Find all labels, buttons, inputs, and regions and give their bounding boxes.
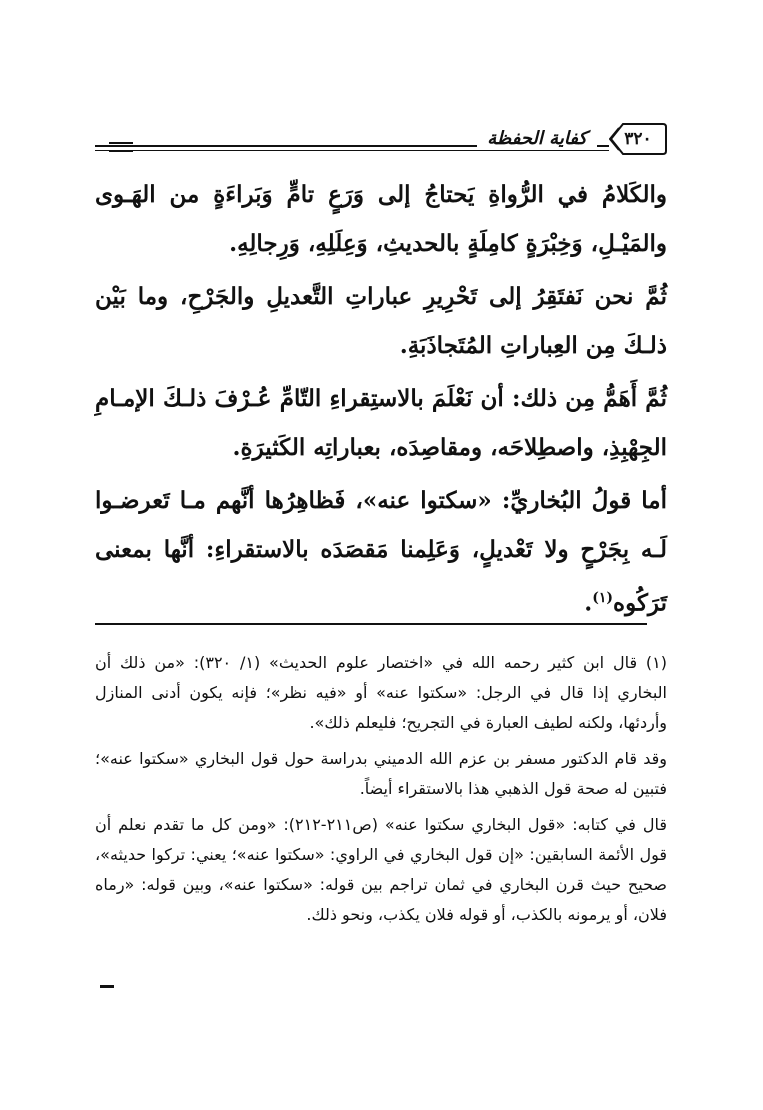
footnote-paragraph: (١) قال ابن كثير رحمه الله في «اختصار علوم الحديث» (١/ ٣٢٠): «من ذلك أن البخاري إذا قال في الرجل: «سكتوا عنه» أو «فيه نظر»؛ فإنه يكون أدنى المنازل وأردئها، ولكنه لطيف العبارة في التجريح؛ فليعلم ذلك». (95, 653, 668, 732)
body-paragraph-text: أما قولُ البُخاريِّ: «سكتوا عنه»، فَظاهِرُها أنَّهم مـا تَعرضـوا لَـه بِجَرْحٍ ولا تَعْديلٍ، وَعَلِمنا مَقصَدَه بالاستقراءِ: أنَّها بمعنى تَرَكُوه (95, 487, 667, 617)
footnote-marker[interactable]: (١) (592, 590, 614, 606)
footnote-separator (95, 623, 647, 625)
continuation-dash (100, 985, 114, 988)
body-paragraph: ثُمَّ نحن نَفتَقِرُ إلى تَحْرِيرِ عباراتِ التَّعديلِ والجَرْحِ، وما بَيْن ذلـكَ مِن العِباراتِ المُتَجاذَبَةِ. (95, 283, 667, 359)
main-text (95, 170, 667, 628)
header-rule-thin (95, 150, 627, 151)
page-number: ٣٢٠ (624, 129, 652, 149)
footnote-paragraph: وقد قام الدكتور مسفر بن عزم الله الدميني بدراسة حول قول البخاري «سكتوا عنه»؛ فتبين له صحة قول الذهبي هذا بالاستقراء أيضاً. (95, 749, 667, 798)
body-paragraph: والكَلامُ في الرُّواةِ يَحتاجُ إلى وَرَعٍ تامٍّ وَبَراءَةٍ من الهَـوى والمَيْـلِ، وَخِبْرَةٍ كامِلَةٍ بالحديثِ، وَعِلَلِهِ، وَرِجالِهِ. (95, 181, 667, 257)
footnote-paragraph: قال في كتابه: «قول البخاري سكتوا عنه» (ص٢١١-٢١٢): «ومن كل ما تقدم نعلم أن قول الأئمة السابقين: «إن قول البخاري في الراوي: «سكتوا عنه»؛ يعني: تركوا حديثه»، صحيح حيث قرن البخاري في ثمان تراجم بين قوله: «سكتوا عنه»، وبين قوله: «رماه فلان، أو يرمونه بالكذب، أو قوله فلان يكذب، ونحو ذلك. (95, 815, 667, 924)
running-title: كفاية الحفظة (477, 128, 597, 149)
page-header (95, 118, 667, 168)
footnotes (95, 648, 667, 930)
header-dash-ornament (109, 142, 133, 152)
body-paragraph: ثُمَّ أَهَمُّ مِن ذلك: أن نَعْلَمَ بالاستِقراءِ التّامِّ عُـرْفَ ذلـكَ الإمـامِ الجِهْبِذِ، واصطِلاحَه، ومقاصِدَه، بعباراتِه الكَثيرَةِ. (95, 385, 667, 461)
page-number-badge (609, 122, 667, 156)
body-paragraph-last: أما قولُ البُخاريِّ: «سكتوا عنه»، فَظاهِرُها أنَّهم مـا تَعرضـوا لَـه بِجَرْحٍ ولا تَعْديلٍ، وَعَلِمنا مَقصَدَه بالاستقراءِ: أنَّها بمعنى تَرَكُوه$^{(١)}$. (95, 487, 667, 617)
